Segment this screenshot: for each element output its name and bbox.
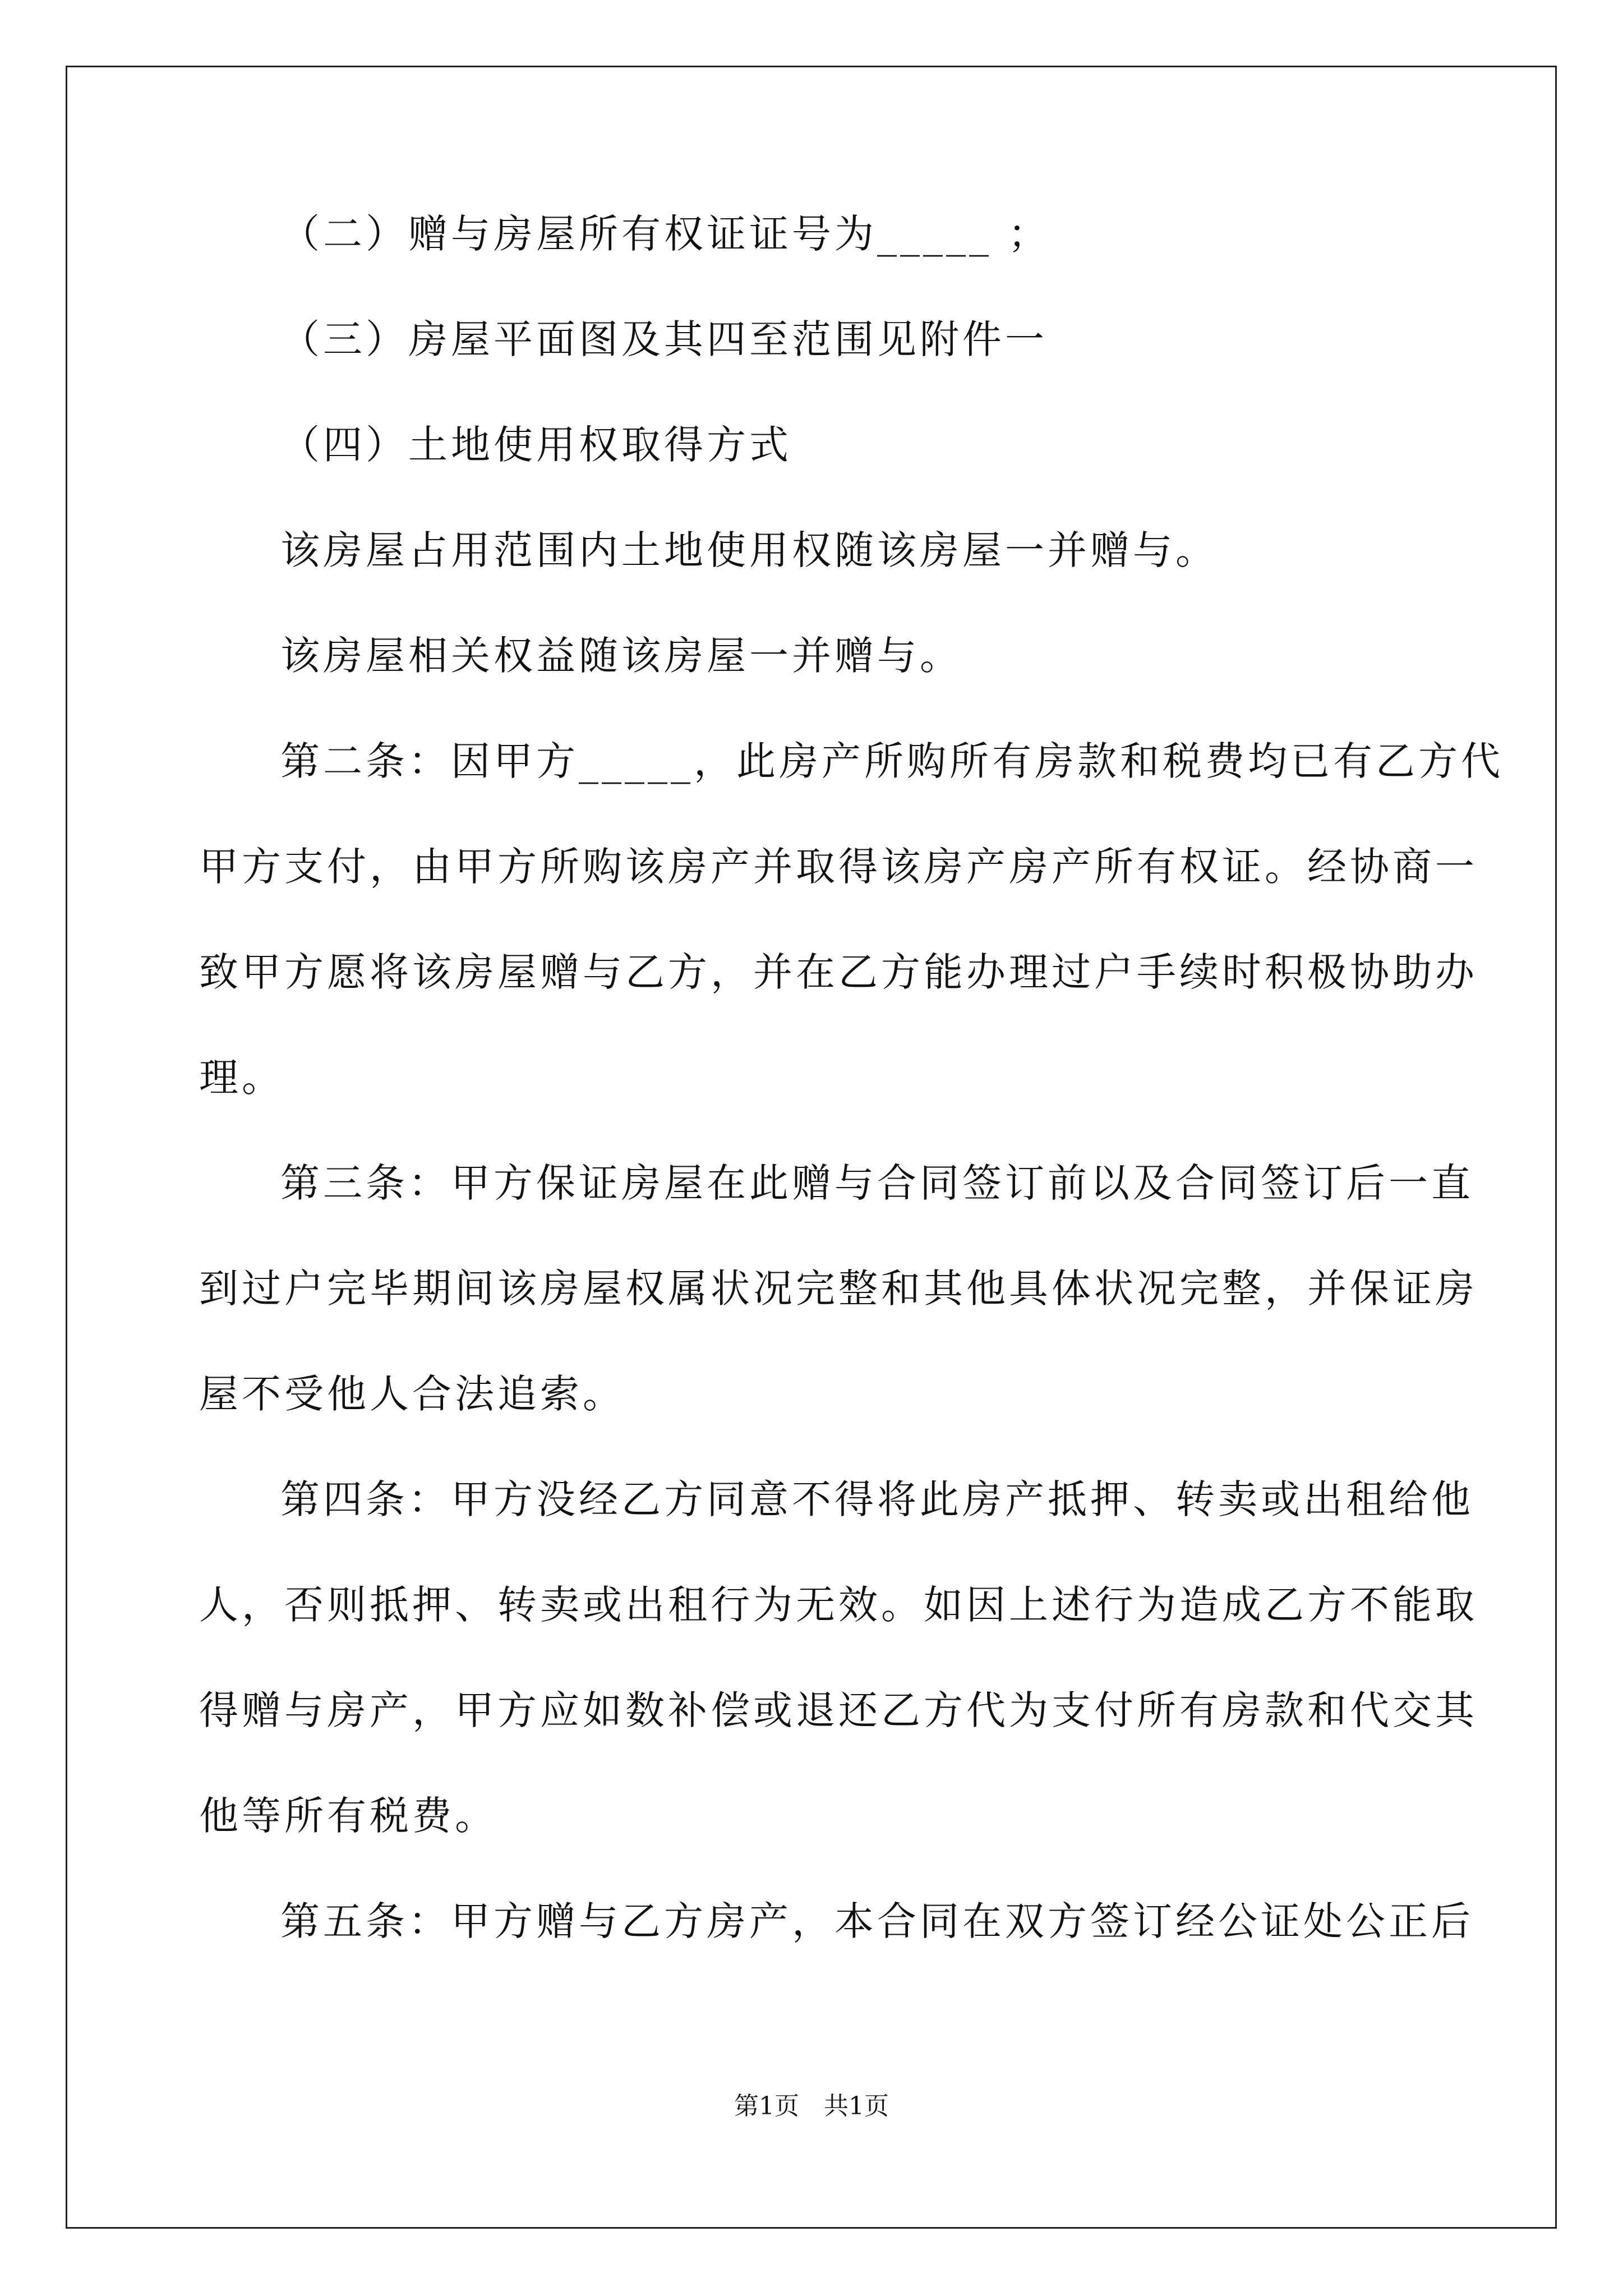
text-line: 第五条：甲方赠与乙方房产，本合同在双方签订经公证处公正后 xyxy=(280,1898,1474,1944)
text-line: 他等所有税费。 xyxy=(199,1793,497,1839)
text-line: 该房屋占用范围内土地使用权随该房屋一并赠与。 xyxy=(280,527,1218,573)
text-line: （二）赠与房屋所有权证证号为_____ ； xyxy=(280,211,1051,257)
page-number-footer: 第1页 共1页 xyxy=(734,2092,889,2120)
text-line: 甲方支付，由甲方所购该房产并取得该房产房产所有权证。经协商一 xyxy=(199,844,1478,890)
text-line: 理。 xyxy=(199,1055,284,1101)
text-line: 第四条：甲方没经乙方同意不得将此房产抵押、转卖或出租给他 xyxy=(280,1476,1474,1522)
text-line: 到过户完毕期间该房屋权属状况完整和其他具体状况完整，并保证房 xyxy=(199,1266,1478,1312)
text-line: 该房屋相关权益随该房屋一并赠与。 xyxy=(280,633,962,679)
text-line: 人，否则抵押、转卖或出租行为无效。如因上述行为造成乙方不能取 xyxy=(199,1582,1478,1628)
text-line: 屋不受他人合法追索。 xyxy=(199,1371,625,1417)
text-line: 得赠与房产，甲方应如数补偿或退还乙方代为支付所有房款和代交其 xyxy=(199,1687,1478,1733)
text-line: 第二条：因甲方_____，此房产所购所有房款和税费均已有乙方代 xyxy=(280,738,1504,784)
text-line: 致甲方愿将该房屋赠与乙方，并在乙方能办理过户手续时积极协助办 xyxy=(199,949,1478,995)
text-line: （四）土地使用权取得方式 xyxy=(280,422,792,468)
text-line: 第三条：甲方保证房屋在此赠与合同签订前以及合同签订后一直 xyxy=(280,1160,1474,1206)
text-line: （三）房屋平面图及其四至范围见附件一 xyxy=(280,316,1048,362)
